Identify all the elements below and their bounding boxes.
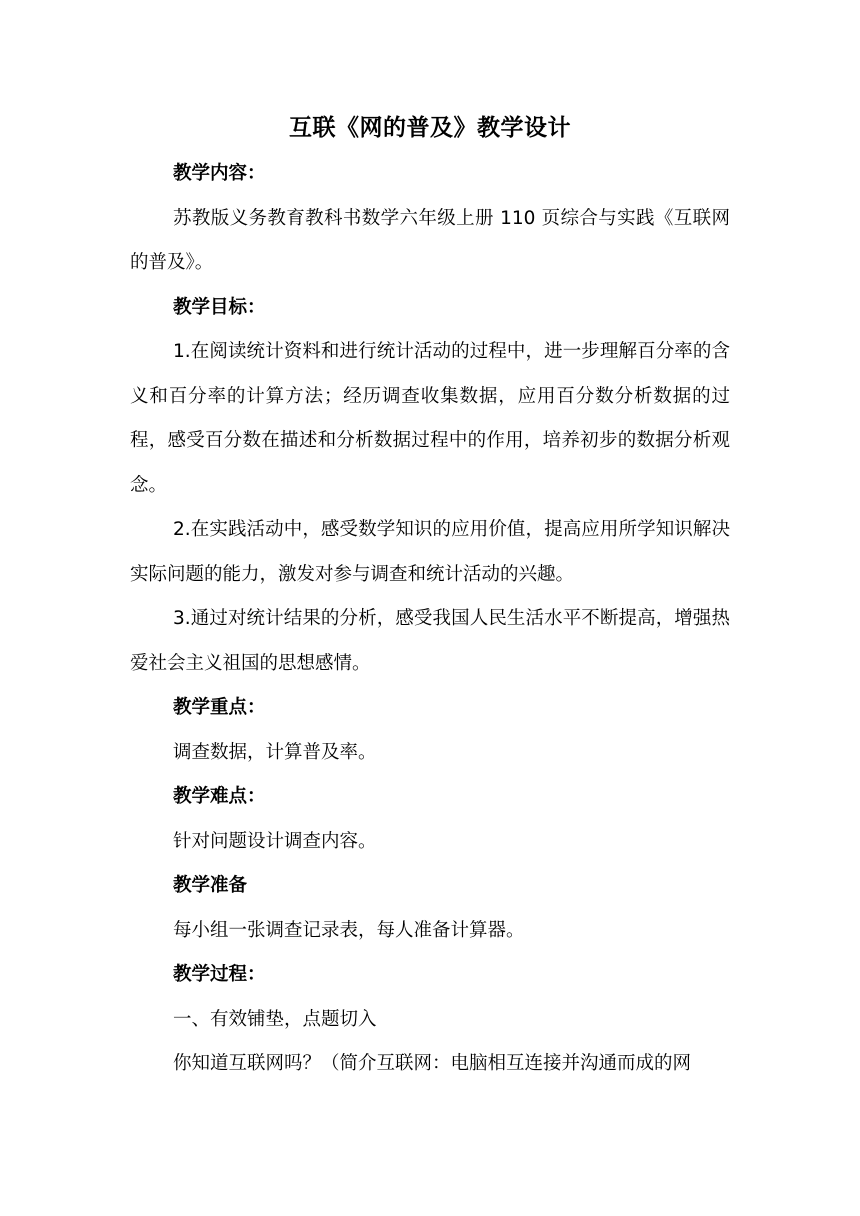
section-heading-process: 教学过程： (173, 964, 266, 985)
section-heading-key-points: 教学重点： (173, 697, 266, 718)
section-heading-difficulties: 教学难点： (173, 786, 266, 807)
paragraph-goal-1: 1.在阅读统计资料和进行统计活动的过程中，进一步理解百分率的含义和百分率的计算方法；经历调查收集数据，应用百分数分析数据的过程，感受百分数在描述和分析数据过程中的作用，培养初步的数据分析观念。 (130, 341, 730, 496)
paragraph-difficulties: 针对问题设计调查内容。 (173, 830, 377, 852)
paragraph-key-points: 调查数据，计算普及率。 (173, 741, 377, 763)
document-title: 互联《网的普及》教学设计 (289, 115, 571, 141)
paragraph-goal-2: 2.在实践活动中，感受数学知识的应用价值，提高应用所学知识解决实际问题的能力，激发对参与调查和统计活动的兴趣。 (130, 519, 730, 585)
paragraph-process-step-1: 一、有效铺垫，点题切入 (173, 1008, 377, 1030)
paragraph-process-intro: 你知道互联网吗？（简介互联网：电脑相互连接并沟通而成的网 (173, 1053, 692, 1074)
section-heading-preparation: 教学准备 (173, 875, 248, 896)
document-page (130, 104, 730, 1087)
paragraph-preparation: 每小组一张调查记录表，每人准备计算器。 (173, 919, 525, 941)
section-heading-content: 教学内容： (173, 163, 266, 184)
paragraph-goal-3: 3.通过对统计结果的分析，感受我国人民生活水平不断提高，增强热爱社会主义祖国的思想感情。 (130, 608, 730, 674)
section-heading-goals: 教学目标： (173, 296, 266, 318)
paragraph-content: 苏教版义务教育教科书数学六年级上册 110 页综合与实践《互联网的普及》。 (130, 207, 730, 273)
